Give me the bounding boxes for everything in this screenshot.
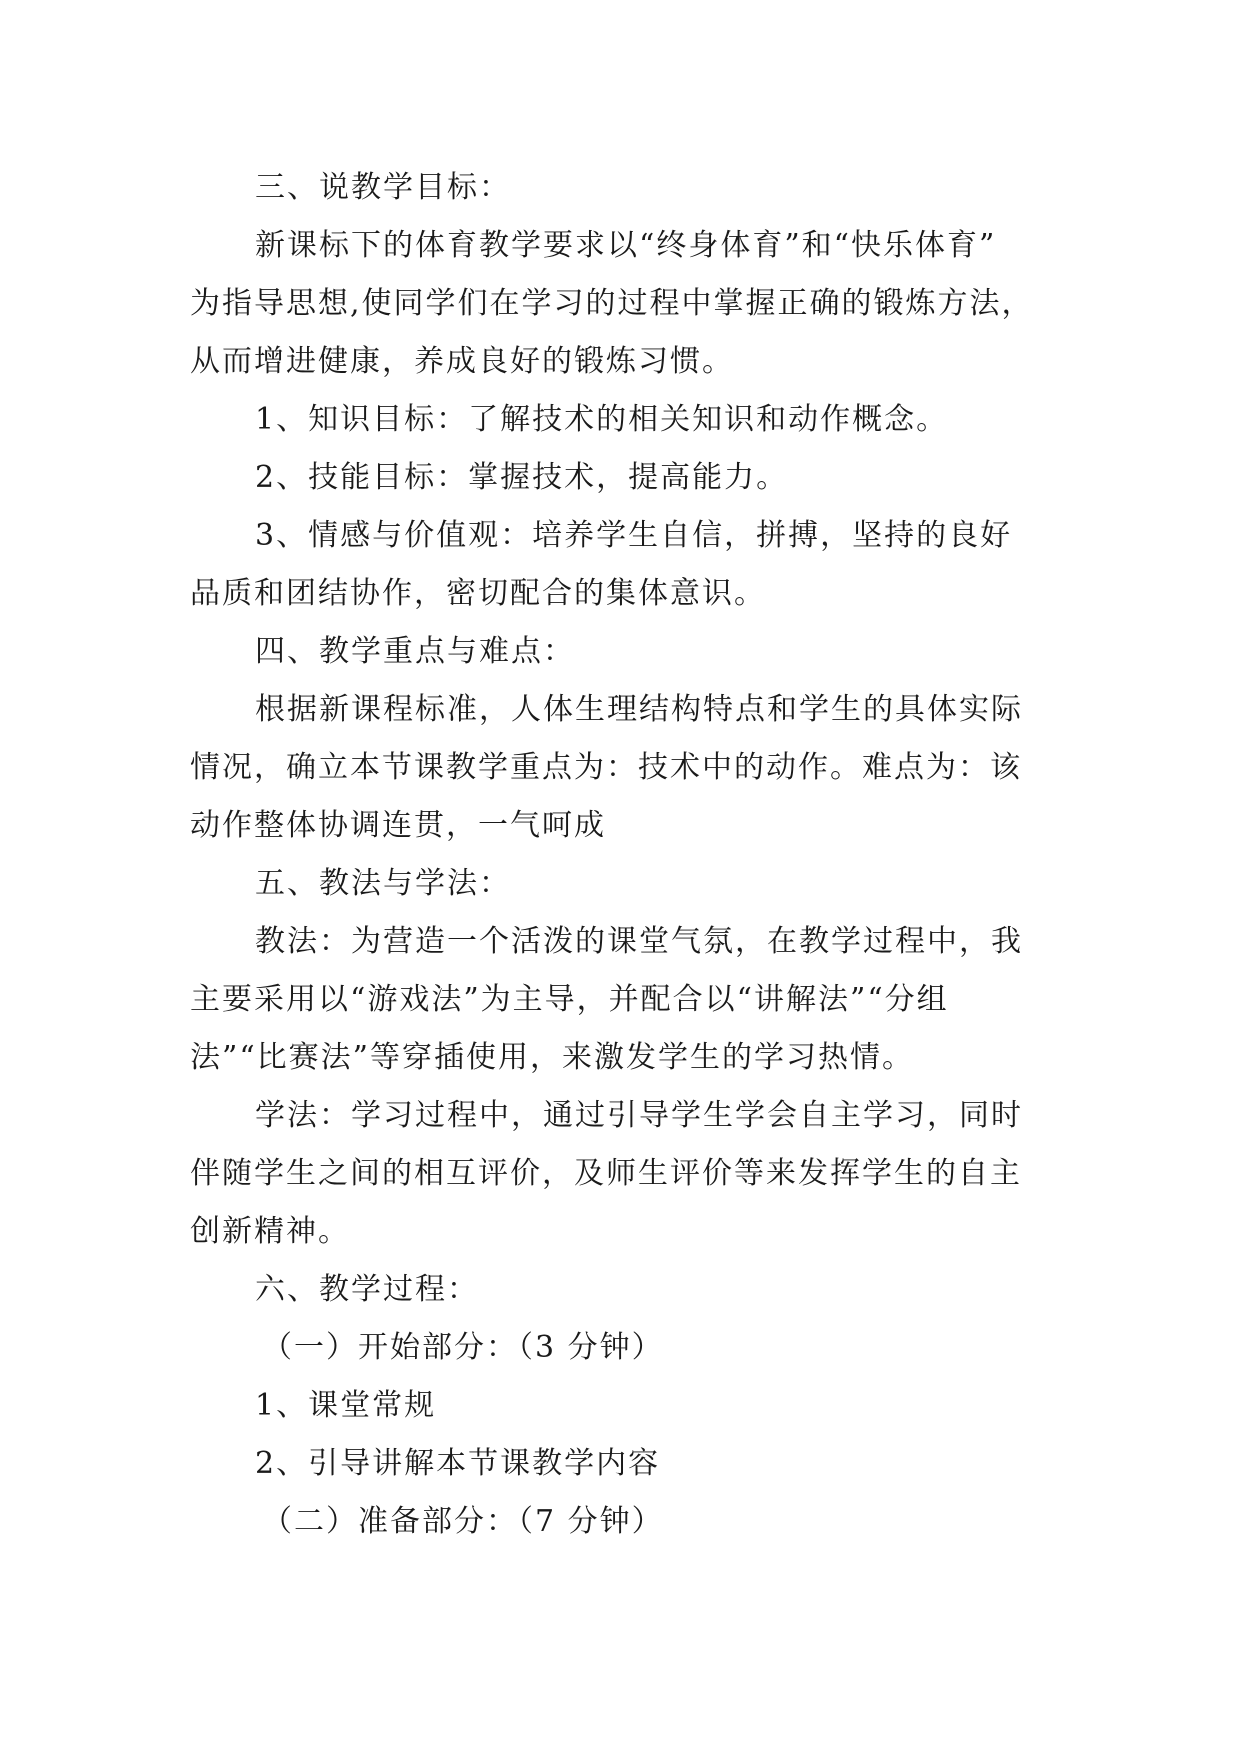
subheading-opening-part: （一）开始部分：（3 分钟） xyxy=(262,1330,664,1365)
paragraph-line: 法”“比赛法”等穿插使用，来激发学生的学习热情。 xyxy=(190,1040,915,1075)
paragraph-line: 新课标下的体育教学要求以“终身体育”和“快乐体育” xyxy=(255,228,997,263)
paragraph-line: 品质和团结协作，密切配合的集体意识。 xyxy=(190,576,766,611)
list-item-knowledge-goal: 1、知识目标：了解技术的相关知识和动作概念。 xyxy=(255,402,949,437)
list-item-values-goal: 3、情感与价值观：培养学生自信，拼搏，坚持的良好 xyxy=(255,518,1013,553)
paragraph-line: 动作整体协调连贯，一气呵成 xyxy=(190,808,606,843)
list-item-skill-goal: 2、技能目标：掌握技术，提高能力。 xyxy=(255,460,789,495)
heading-teaching-process: 六、教学过程： xyxy=(255,1272,479,1307)
paragraph-line: 伴随学生之间的相互评价，及师生评价等来发挥学生的自主 xyxy=(190,1156,1022,1191)
paragraph-line: 主要采用以“游戏法”为主导，并配合以“讲解法”“分组 xyxy=(190,982,949,1017)
list-item-introduce-content: 2、引导讲解本节课教学内容 xyxy=(255,1446,661,1481)
paragraph-line: 教法：为营造一个活泼的课堂气氛，在教学过程中，我 xyxy=(255,924,1023,959)
paragraph-line: 从而增进健康，养成良好的锻炼习惯。 xyxy=(190,344,734,379)
paragraph-line: 学法：学习过程中，通过引导学生学会自主学习，同时 xyxy=(255,1098,1023,1133)
paragraph-line: 创新精神。 xyxy=(190,1214,350,1249)
subheading-preparation-part: （二）准备部分：（7 分钟） xyxy=(262,1504,664,1539)
paragraph-line: 为指导思想,使同学们在学习的过程中掌握正确的锻炼方法， xyxy=(190,286,1034,321)
heading-key-points: 四、教学重点与难点： xyxy=(255,634,575,669)
list-item-class-routine: 1、课堂常规 xyxy=(255,1388,437,1423)
heading-teaching-goals: 三、说教学目标： xyxy=(255,170,511,205)
heading-methods: 五、教法与学法： xyxy=(255,866,511,901)
paragraph-line: 根据新课程标准，人体生理结构特点和学生的具体实际 xyxy=(255,692,1023,727)
paragraph-line: 情况，确立本节课教学重点为：技术中的动作。难点为：该 xyxy=(190,750,1022,785)
